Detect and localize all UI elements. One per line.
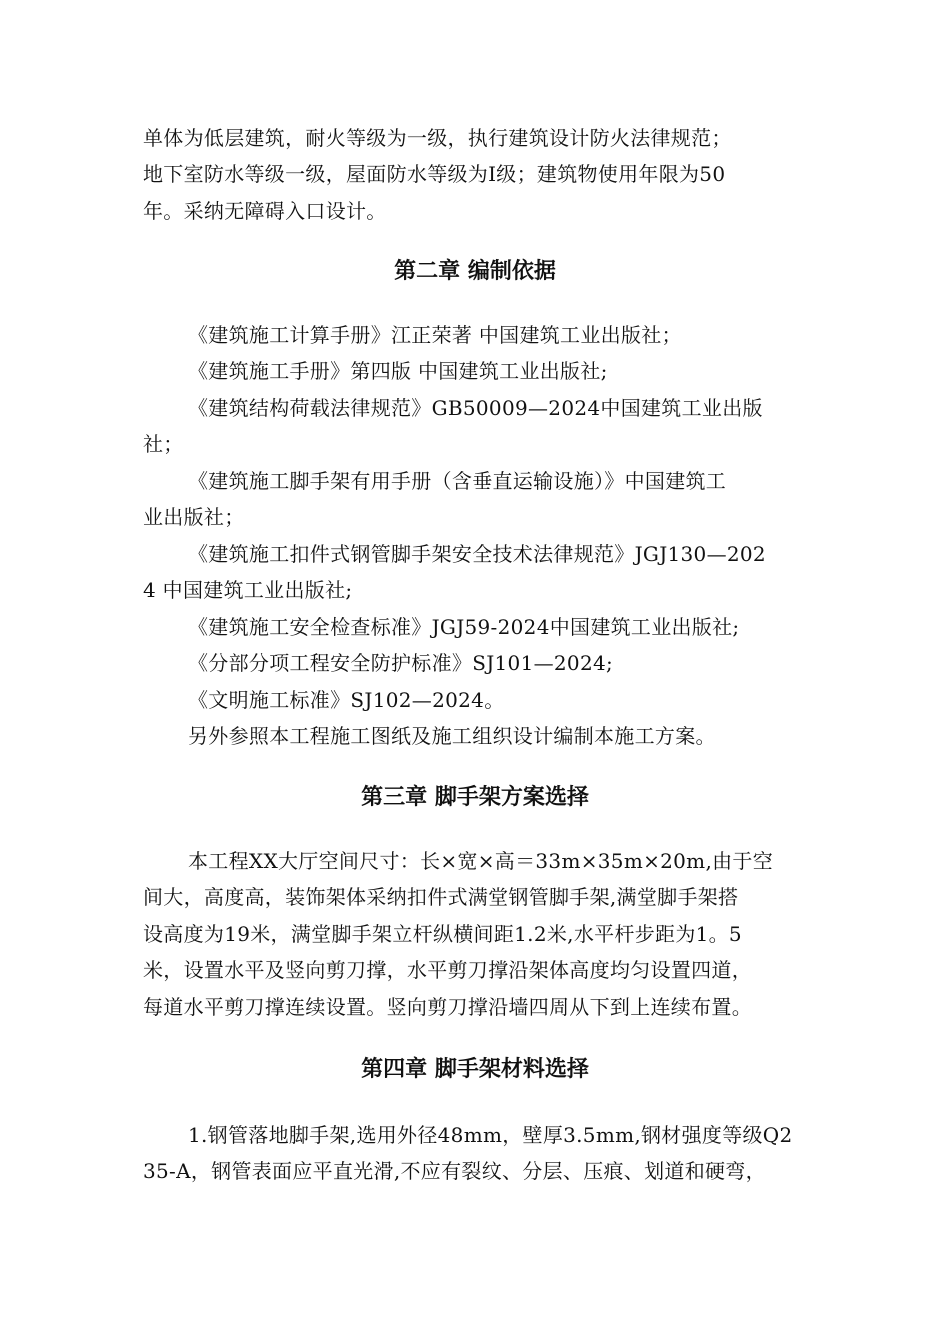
- body-line: 每道水平剪刀撑连续设置。竖向剪刀撑沿墙四周从下到上连续布置。: [143, 995, 752, 1019]
- body-line: 35-A，钢管表面应平直光滑,不应有裂纹、分层、压痕、划道和硬弯，: [143, 1159, 766, 1183]
- intro-line: 年。采纳无障碍入口设计。: [143, 199, 387, 223]
- reference-line: 《建筑施工脚手架有用手册（含垂直运输设施）》中国建筑工: [188, 469, 727, 493]
- reference-line: 业出版社；: [143, 505, 245, 529]
- intro-line: 地下室防水等级一级，屋面防水等级为Ⅰ级；建筑物使用年限为50: [143, 162, 726, 186]
- chapter-4-heading: 第四章 脚手架材料选择: [361, 1057, 589, 1082]
- reference-line: 《建筑施工计算手册》江正荣著 中国建筑工业出版社；: [188, 323, 682, 347]
- chapter-3-heading: 第三章 脚手架方案选择: [361, 785, 589, 810]
- reference-line: 《建筑施工安全检查标准》JGJ59-2024中国建筑工业出版社;: [188, 615, 740, 639]
- reference-line: 社；: [143, 432, 184, 456]
- reference-line: 《分部分项工程安全防护标准》SJ101—2024;: [188, 651, 614, 675]
- reference-line: 《建筑结构荷载法律规范》GB50009—2024中国建筑工业出版: [188, 396, 763, 420]
- reference-line: 4 中国建筑工业出版社;: [143, 578, 353, 602]
- body-line: 1.钢管落地脚手架,选用外径48mm，壁厚3.5mm,钢材强度等级Q2: [188, 1123, 793, 1147]
- reference-line: 《文明施工标准》SJ102—2024。: [188, 688, 505, 712]
- reference-line: 《建筑施工手册》第四版 中国建筑工业出版社;: [188, 359, 608, 383]
- intro-line: 单体为低层建筑，耐火等级为一级，执行建筑设计防火法律规范；: [143, 126, 732, 150]
- chapter-2-heading: 第二章 编制依据: [394, 259, 556, 284]
- reference-line: 另外参照本工程施工图纸及施工组织设计编制本施工方案。: [188, 724, 716, 748]
- body-line: 设高度为19米，满堂脚手架立杆纵横间距1.2米,水平杆步距为1。5: [143, 922, 742, 946]
- body-line: 米，设置水平及竖向剪刀撑，水平剪刀撑沿架体高度均匀设置四道，: [143, 958, 752, 982]
- reference-line: 《建筑施工扣件式钢管脚手架安全技术法律规范》JGJ130—202: [188, 542, 766, 566]
- body-line: 间大，高度高，装饰架体采纳扣件式满堂钢管脚手架,满堂脚手架搭: [143, 885, 739, 909]
- body-line: 本工程XX大厅空间尺寸：长×宽×高＝33m×35m×20m,由于空: [188, 849, 774, 873]
